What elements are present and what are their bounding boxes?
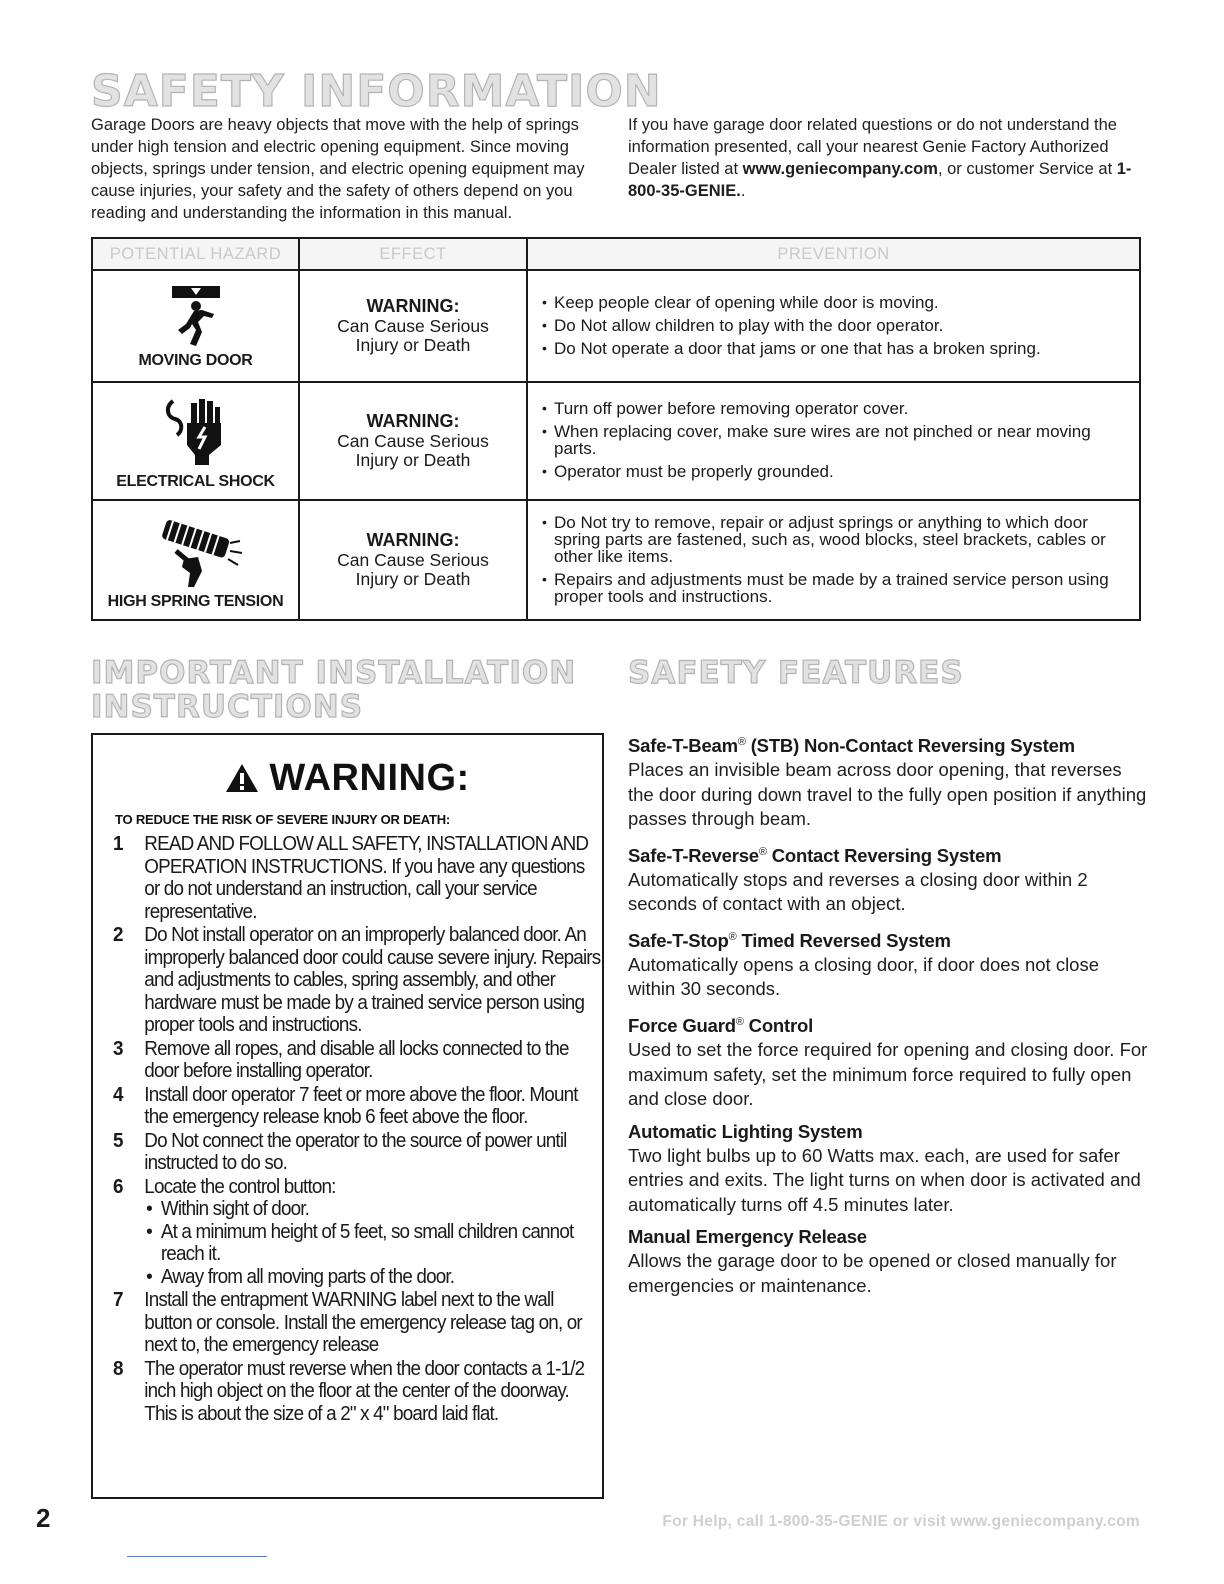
table-row: [92, 382, 1140, 500]
item-text: READ AND FOLLOW ALL SAFETY, INSTALLATION AND OPERATION INSTRUCTIONS. If you have any questions or do not understand an instruction, call your service representative.: [144, 832, 589, 923]
effect-line: Injury or Death: [355, 450, 471, 470]
table-row: [92, 500, 1140, 620]
feature-title: [628, 1120, 1148, 1144]
list-item: [113, 833, 601, 923]
intro-right-suffix: .: [740, 182, 746, 200]
list-item: [113, 1038, 601, 1083]
phone-number: 1-800-35-GENIE.: [628, 160, 1132, 200]
prevention-item: • Operator must be properly grounded.: [554, 463, 1119, 480]
warning-heading: [93, 757, 602, 800]
feature-title: [628, 1225, 1148, 1249]
item-text: Do Not install operator on an improperly balanced door. An improperly balanced door could cause severe injury. Repairs and adjustments to cables, spring assembly, and other hardware must be made by a trained service person using proper tools and instructions.: [144, 923, 601, 1036]
prevention-item: • Do Not try to remove, repair or adjust springs or anything to which door spring parts are fastened, such as, wood blocks, steel brackets, cables or other like items.: [554, 514, 1119, 565]
prevention-item: • Do Not operate a door that jams or one that has a broken spring.: [554, 340, 1119, 357]
prevention-item: • Do Not allow children to play with the door operator.: [554, 317, 1119, 334]
feature-body: Allows the garage door to be opened or closed manually for emergencies or maintenance.: [628, 1250, 1117, 1296]
warning-heading-text: WARNING:: [269, 757, 470, 799]
list-item: [113, 1358, 601, 1426]
list-item: [113, 1084, 601, 1129]
item-text: The operator must reverse when the door contacts a 1-1/2 inch high object on the floor at the center of the doorway. This is about the size of a 2" x 4" board laid flat.: [144, 1356, 585, 1425]
electrical-shock-icon: [161, 393, 231, 469]
features-title: SAFETY FEATURES: [628, 655, 964, 691]
effect-line: Can Cause Serious: [337, 316, 489, 336]
item-text: Install the entrapment WARNING label next to the wall button or console. Install the emergency release tag on, or next to, the emergency release: [144, 1288, 582, 1356]
dealer-link[interactable]: www.geniecompany.com: [742, 160, 938, 178]
warning-subheading: TO REDUCE THE RISK OF SEVERE INJURY OR DEATH:: [115, 812, 451, 827]
intro-right-prefix: If you have garage door related questions or do not understand the information presented, call your nearest Genie Factory Authorized Dealer listed at: [628, 116, 1117, 178]
intro-right-mid: , or customer Service at: [937, 160, 1117, 178]
hazard-cell: [92, 382, 299, 500]
item-number: 7: [113, 1288, 123, 1311]
intro-right: [628, 114, 1148, 202]
prevention-cell: [527, 382, 1140, 500]
feature-body: Automatically stops and reverses a closing door within 2 seconds of contact with an object.: [628, 868, 1088, 915]
sub-list-item: • Within sight of door.: [161, 1198, 601, 1221]
control-button-sublist: [144, 1198, 600, 1288]
install-title: [91, 656, 576, 724]
registered-mark: ®: [737, 736, 746, 748]
feature-title: [628, 730, 1148, 758]
item-text: Install door operator 7 feet or more above the floor. Mount the emergency release knob 6 feet above the floor.: [144, 1082, 578, 1128]
prevention-item: • Keep people clear of opening while door is moving.: [554, 294, 1119, 311]
item-text: Do Not connect the operator to the source of power until instructed to do so.: [144, 1128, 567, 1174]
feature-item: [628, 840, 1148, 917]
feature-name: Manual Emergency Release: [628, 1226, 867, 1248]
item-text: Locate the control button:: [144, 1174, 336, 1198]
page-title: SAFETY INFORMATION: [91, 66, 662, 117]
feature-name: Automatic Lighting System: [628, 1120, 863, 1142]
item-number: 3: [113, 1036, 123, 1060]
feature-item: [628, 1120, 1148, 1218]
effect-line: Injury or Death: [355, 335, 471, 355]
divider: [127, 1556, 267, 1557]
list-item: [113, 1130, 601, 1175]
feature-body: Two light bulbs up to 60 Watts max. each, are used for safer entries and exits. The light turns on when door is activated and automatically turns off 4.5 minutes later.: [628, 1144, 1141, 1215]
list-item: [113, 1176, 601, 1289]
hazard-table: [91, 237, 1141, 621]
feature-name: Force Guard: [628, 1015, 736, 1037]
feature-item: [628, 730, 1148, 832]
registered-mark: ®: [735, 1015, 744, 1028]
header-hazard: POTENTIAL HAZARD: [92, 238, 299, 270]
item-number: 8: [113, 1356, 123, 1380]
effect-warning: WARNING:: [366, 296, 460, 316]
header-prevention: PREVENTION: [527, 238, 1140, 270]
prevention-cell: [527, 270, 1140, 382]
prevention-item: • When replacing cover, make sure wires are not pinched or near moving parts.: [554, 423, 1119, 457]
effect-cell: [299, 500, 527, 620]
list-item: [113, 924, 601, 1037]
effect-line: Can Cause Serious: [337, 550, 489, 570]
feature-name: Safe-T-Stop: [628, 929, 729, 951]
safety-features-list: [628, 730, 1148, 1306]
item-number: 4: [113, 1082, 123, 1106]
feature-body: Used to set the force required for opening and closing door. For maximum safety, set the minimum force required to fully open and close door.: [628, 1039, 1148, 1110]
item-number: 2: [113, 923, 123, 946]
item-number: 5: [113, 1128, 123, 1152]
feature-body: Automatically opens a closing door, if door does not close within 30 seconds.: [628, 953, 1100, 1000]
table-row: [92, 270, 1140, 382]
header-effect: EFFECT: [299, 238, 527, 270]
feature-name-rest: Timed Reversed System: [736, 929, 951, 951]
feature-item: [628, 1010, 1148, 1112]
effect-cell: [299, 382, 527, 500]
effect-warning: WARNING:: [366, 530, 460, 550]
hazard-label: HIGH SPRING TENSION: [107, 593, 284, 610]
install-title-line2: INSTRUCTIONS: [91, 689, 364, 725]
effect-warning: WARNING:: [366, 411, 460, 431]
feature-name: Safe-T-Beam: [628, 735, 738, 757]
sub-list-item: • Away from all moving parts of the door.: [161, 1266, 601, 1289]
hazard-label: MOVING DOOR: [138, 352, 253, 369]
instruction-list: [113, 833, 601, 1426]
feature-title: [628, 925, 1148, 953]
hazard-cell: [92, 500, 299, 620]
list-item: [113, 1289, 601, 1357]
feature-title: [628, 1010, 1148, 1038]
feature-title: [628, 840, 1148, 868]
warning-box: [91, 733, 604, 1499]
footer-help-text: For Help, call 1-800-35-GENIE or visit www.geniecompany.com: [662, 1513, 1140, 1530]
prevention-item: • Turn off power before removing operator cover.: [554, 400, 1119, 417]
page-number: 2: [36, 1503, 51, 1533]
intro-left: Garage Doors are heavy objects that move with the help of springs under high tension and electric opening equipment. Since moving objects, springs under tension, and electric opening equipment may cause injuries, your safety and the safety of others depend on you reading and understanding the information in this manual.: [91, 116, 585, 222]
high-spring-tension-icon: [148, 511, 244, 589]
hazard-label: ELECTRICAL SHOCK: [116, 473, 275, 490]
feature-name: Safe-T-Reverse: [628, 844, 759, 866]
feature-name-rest: Control: [743, 1015, 814, 1037]
item-number: 6: [113, 1174, 123, 1198]
feature-body: Places an invisible beam across door opening, that reverses the door during down travel to the fully open position if anything passes through beam.: [628, 759, 1147, 830]
feature-name-rest: Contact Reversing System: [766, 844, 1002, 866]
item-number: 1: [113, 832, 123, 855]
hazard-cell: [92, 270, 299, 382]
effect-cell: [299, 270, 527, 382]
prevention-cell: [527, 500, 1140, 620]
install-title-line1: IMPORTANT INSTALLATION: [91, 655, 577, 691]
warning-triangle-icon: [225, 763, 259, 793]
feature-item: [628, 1225, 1148, 1298]
item-text: Remove all ropes, and disable all locks connected to the door before installing operator.: [144, 1036, 569, 1082]
effect-line: Injury or Death: [355, 569, 471, 589]
registered-mark: ®: [728, 930, 737, 943]
feature-name-rest: (STB) Non-Contact Reversing System: [745, 735, 1075, 757]
registered-mark: ®: [758, 845, 767, 858]
effect-line: Can Cause Serious: [337, 431, 489, 451]
feature-item: [628, 925, 1148, 1002]
sub-list-item: • At a minimum height of 5 feet, so small children cannot reach it.: [161, 1221, 601, 1266]
moving-door-icon: [166, 284, 226, 348]
prevention-item: • Repairs and adjustments must be made by a trained service person using proper tools and instructions.: [554, 571, 1119, 605]
